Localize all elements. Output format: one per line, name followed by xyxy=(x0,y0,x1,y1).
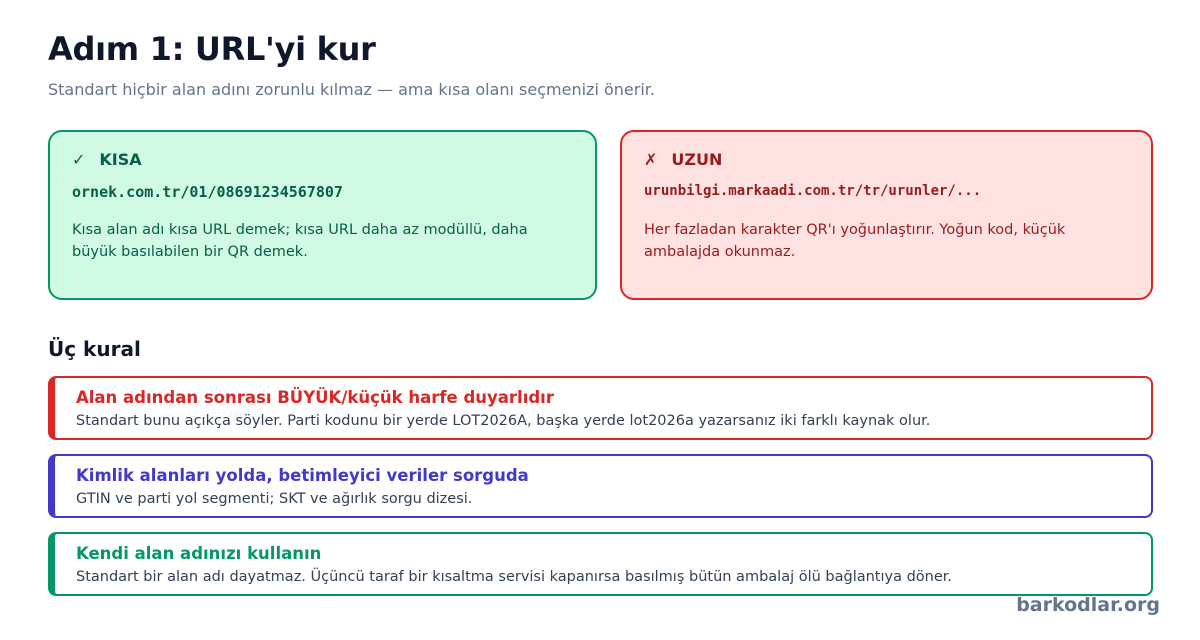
short-url-description: Kısa alan adı kısa URL demek; kısa URL daha az modüllü, daha büyük basılabilen bir QR demek. xyxy=(72,222,528,260)
rules-section-title: Üç kural xyxy=(48,337,141,361)
rule-title: Alan adından sonrası BÜYÜK/küçük harfe duyarlıdır xyxy=(76,388,554,407)
rule-own-domain xyxy=(48,532,1153,596)
long-url-description: Her fazladan karakter QR'ı yoğunlaştırır. Yoğun kod, küçük ambalajda okunmaz. xyxy=(644,222,1066,260)
rule-title: Kimlik alanları yolda, betimleyici veriler sorguda xyxy=(76,466,529,485)
page-subtitle: Standart hiçbir alan adını zorunlu kılmaz — ama kısa olanı seçmenizi önerir. xyxy=(48,80,655,99)
long-url-example: urunbilgi.markaadi.com.tr/tr/urunler/... xyxy=(644,183,982,199)
rule-text: GTIN ve parti yol segmenti; SKT ve ağırlık sorgu dizesi. xyxy=(76,491,473,507)
rule-text: Standart bunu açıkça söyler. Parti kodunu bir yerde LOT2026A, başka yerde lot2026a yazarsanız iki farklı kaynak olur. xyxy=(76,413,931,429)
long-url-card-header xyxy=(644,150,1129,169)
short-url-example: ornek.com.tr/01/08691234567807 xyxy=(72,183,343,201)
short-url-card-header xyxy=(72,150,573,169)
long-url-card xyxy=(620,130,1153,300)
rule-text: Standart bir alan adı dayatmaz. Üçüncü taraf bir kısaltma servisi kapanırsa basılmış bütün ambalaj ölü bağlantıya döner. xyxy=(76,569,953,585)
check-icon: ✓ xyxy=(72,150,86,169)
brand-watermark: barkodlar.org xyxy=(1016,594,1160,616)
rule-case-sensitivity xyxy=(48,376,1153,440)
rule-title: Kendi alan adınızı kullanın xyxy=(76,544,322,563)
short-url-label: KISA xyxy=(99,150,142,169)
rule-path-vs-query xyxy=(48,454,1153,518)
cross-icon: ✗ xyxy=(644,150,658,169)
short-url-card xyxy=(48,130,597,300)
long-url-label: UZUN xyxy=(671,150,723,169)
page-title: Adım 1: URL'yi kur xyxy=(48,30,376,68)
